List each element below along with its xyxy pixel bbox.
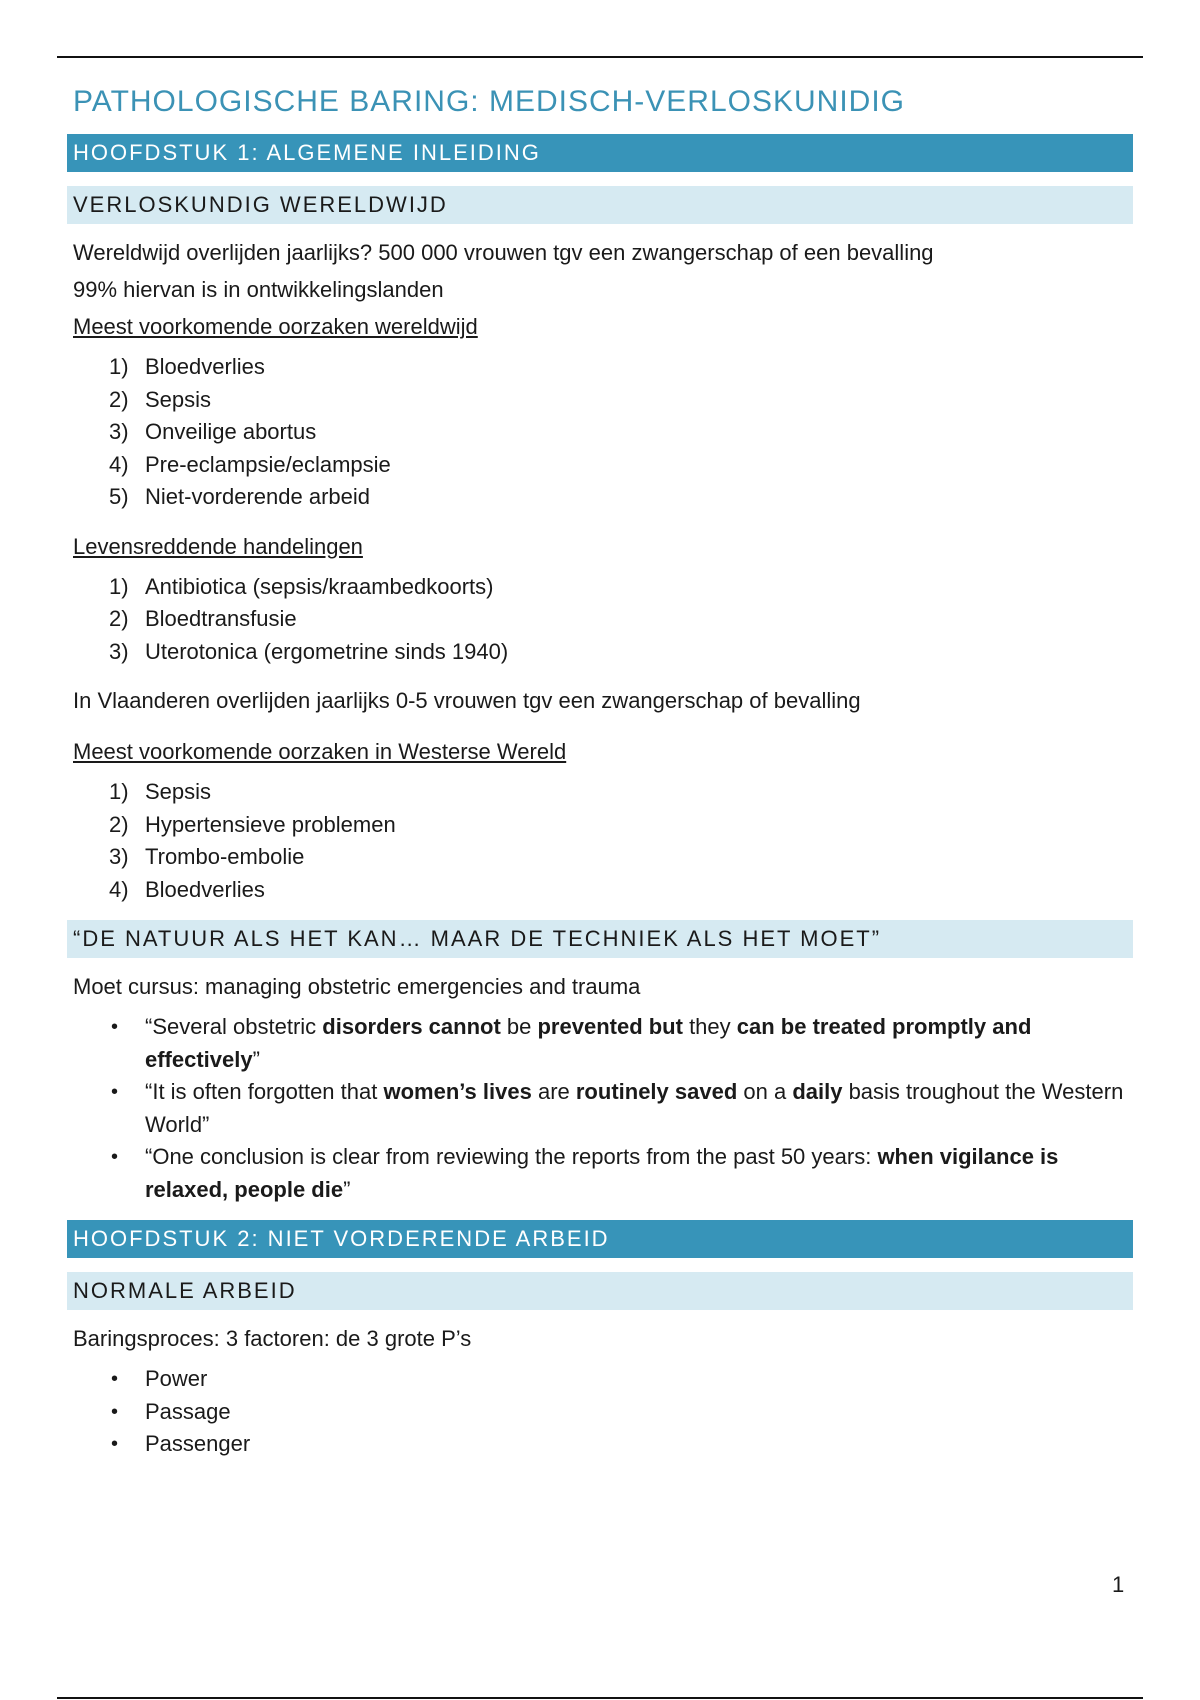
list-item-text: Passage (145, 1398, 231, 1424)
document-body (67, 82, 1133, 1475)
bullet-icon: • (111, 1368, 119, 1390)
causes-worldwide-heading: Meest voorkomende oorzaken wereldwijd (73, 314, 478, 339)
paragraph-wereldwijd: Wereldwijd overlijden jaarlijks? 500 000 vrouwen tgv een zwangerschap of een bevalling (73, 240, 934, 265)
list-number: 5) (109, 484, 129, 509)
list-number: 2) (109, 606, 129, 631)
list-item-text: Bloedverlies (145, 876, 265, 902)
section-verloskundig-wereldwijd-heading: VERLOSKUNDIG WERELDWIJD (67, 186, 1133, 224)
quote-text (145, 1014, 1031, 1072)
list-item-text: Passenger (145, 1431, 251, 1456)
list-item-text: Hypertensieve problemen (145, 811, 396, 837)
list-item (67, 636, 1133, 669)
causes-west-heading: Meest voorkomende oorzaken in Westerse Wereld (73, 739, 567, 764)
quote-bold-run: when vigilance is relaxed, people die (145, 1144, 1059, 1202)
quote-bold-run: can be treated promptly and effectively (145, 1014, 1032, 1072)
bullet-icon: • (111, 1400, 119, 1423)
bullet-icon: • (111, 1146, 119, 1168)
list-number: 1) (109, 573, 129, 599)
section-normale-arbeid-heading: NORMALE ARBEID (67, 1272, 1133, 1310)
quote-run: “Several obstetric (145, 1014, 323, 1039)
list-item-text: Antibiotica (sepsis/kraambedkoorts) (145, 573, 494, 599)
list-item-text: Trombo-embolie (145, 844, 305, 869)
list-item-text: Power (145, 1366, 208, 1391)
list-item (67, 874, 1133, 907)
three-ps-list (67, 1363, 1133, 1461)
list-item (67, 1363, 1133, 1396)
chapter-2-heading: HOOFDSTUK 2: NIET VORDERENDE ARBEID (67, 1220, 1133, 1258)
list-item-text: Sepsis (145, 386, 212, 412)
list-item-text: Niet-vorderende arbeid (145, 484, 371, 509)
list-item-text: Uterotonica (ergometrine sinds 1940) (145, 638, 509, 664)
list-item-text: Onveilige abortus (145, 419, 317, 444)
list-number: 3) (109, 844, 129, 869)
bullet-icon: • (111, 1433, 119, 1455)
quote-bold-run: women’s lives (383, 1079, 532, 1104)
quote-bold-run: daily (792, 1079, 843, 1104)
list-item (67, 449, 1133, 482)
list-item (67, 1141, 1133, 1206)
list-item (67, 1076, 1133, 1141)
causes-worldwide-list (67, 351, 1133, 514)
list-item (67, 603, 1133, 636)
bullet-icon: • (111, 1016, 119, 1038)
quote-run: they (682, 1014, 737, 1039)
list-item-text: Sepsis (145, 779, 212, 804)
quote-run: ” (343, 1176, 351, 1202)
list-number: 1) (109, 354, 129, 379)
list-item-text: Bloedtransfusie (145, 606, 297, 631)
list-item (67, 1396, 1133, 1429)
list-item (67, 1011, 1133, 1076)
quote-run: be (500, 1014, 538, 1039)
paragraph-moet-cursus: Moet cursus: managing obstetric emergencies and trauma (73, 974, 641, 999)
list-item (67, 481, 1133, 514)
quote-bold-run: disorders cannot (322, 1014, 501, 1039)
list-item (67, 841, 1133, 874)
list-item (67, 416, 1133, 449)
paragraph-baringsproces: Baringsproces: 3 factoren: de 3 grote P’s (73, 1326, 472, 1351)
quote-bold-run: prevented but (537, 1014, 683, 1039)
list-item (67, 809, 1133, 842)
list-item-text: Bloedverlies (145, 354, 265, 379)
quote-run: “One conclusion is clear from reviewing the reports from the past 50 years: (145, 1144, 878, 1169)
life-saving-actions-list (67, 571, 1133, 669)
quote-run: are (531, 1079, 576, 1104)
quote-text (145, 1079, 1123, 1137)
list-item (67, 351, 1133, 384)
list-number: 3) (109, 638, 129, 664)
header-rule (57, 56, 1143, 58)
list-number: 2) (109, 811, 129, 837)
life-saving-actions-heading: Levensreddende handelingen (73, 533, 363, 559)
quote-run: basis troughout the Western World” (145, 1079, 1124, 1137)
list-number: 1) (109, 779, 129, 804)
quote-text (145, 1144, 1058, 1202)
section-natuur-techniek-heading: “DE NATUUR ALS HET KAN… MAAR DE TECHNIEK ALS HET MOET” (67, 920, 1133, 958)
paragraph-ontwikkelingslanden: 99% hiervan is in ontwikkelingslanden (73, 277, 444, 302)
footer-rule (57, 1697, 1143, 1699)
list-number: 2) (109, 386, 129, 412)
quote-bold-run: routinely saved (575, 1079, 738, 1104)
list-item (67, 1428, 1133, 1461)
list-item (67, 384, 1133, 417)
quote-run: “It is often forgotten that (145, 1079, 384, 1104)
causes-west-list (67, 776, 1133, 906)
bullet-icon: • (111, 1081, 119, 1103)
list-item (67, 776, 1133, 809)
document-title: PATHOLOGISCHE BARING: MEDISCH-VERLOSKUNIDIG (73, 85, 906, 118)
paragraph-vlaanderen: In Vlaanderen overlijden jaarlijks 0-5 vrouwen tgv een zwangerschap of bevalling (73, 688, 861, 713)
chapter-1-heading: HOOFDSTUK 1: ALGEMENE INLEIDING (67, 134, 1133, 172)
quotes-list (67, 1011, 1133, 1206)
page-number: 1 (1112, 1572, 1125, 1597)
list-number: 4) (109, 451, 129, 477)
list-number: 4) (109, 876, 129, 902)
quote-run: on a (737, 1079, 793, 1104)
quote-run: ” (252, 1046, 260, 1072)
list-number: 3) (109, 419, 129, 444)
list-item-text: Pre-eclampsie/eclampsie (145, 451, 391, 477)
list-item (67, 571, 1133, 604)
